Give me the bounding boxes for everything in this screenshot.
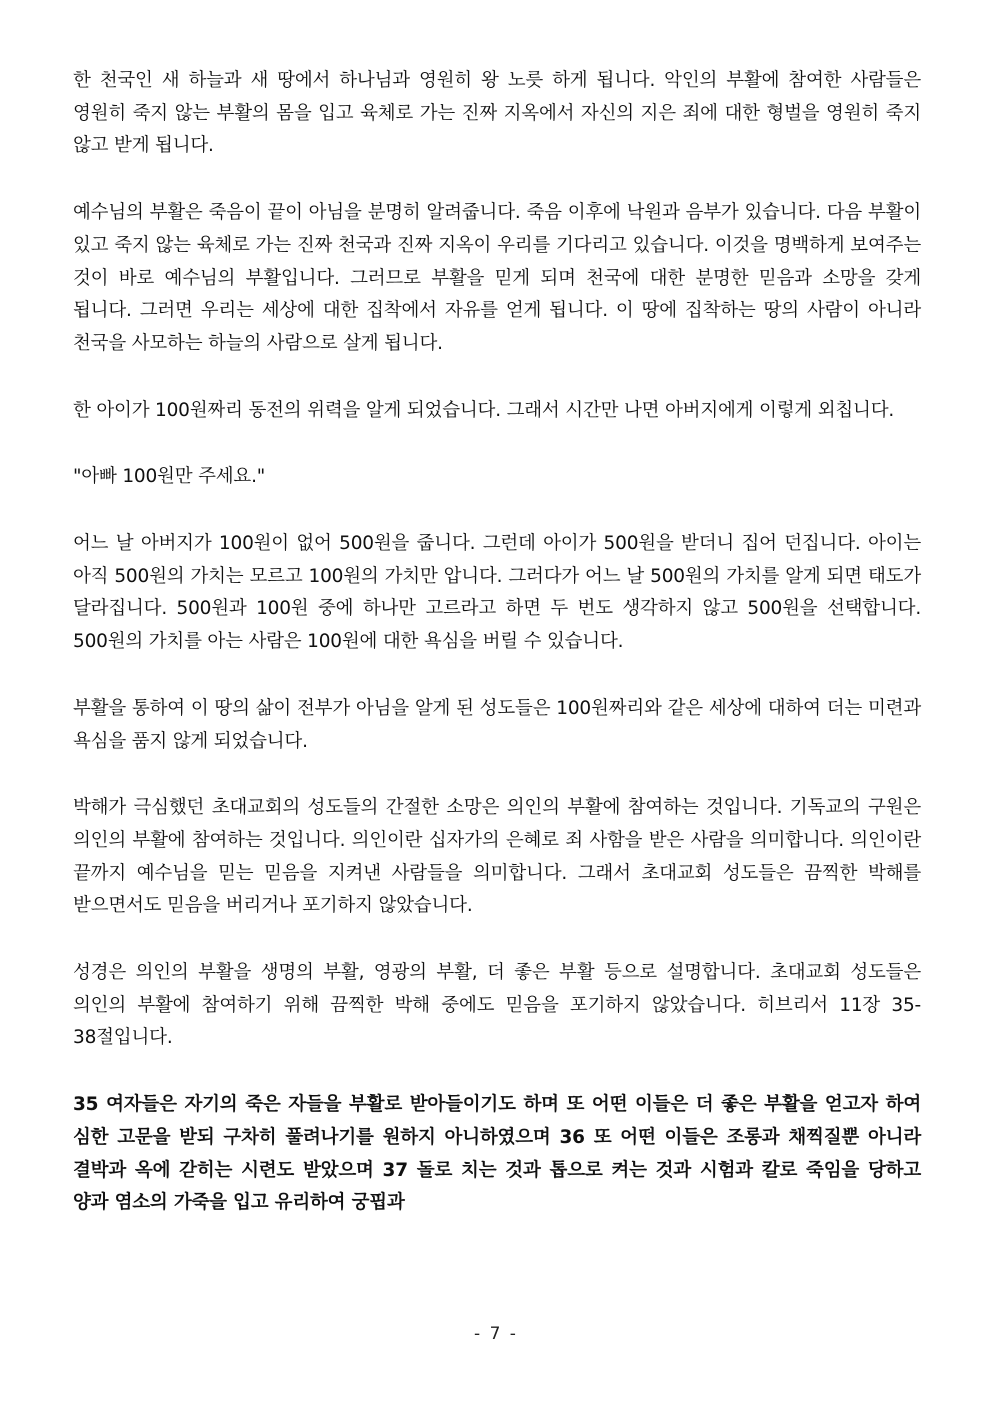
scripture-quote: 35 여자들은 자기의 죽은 자들을 부활로 받아들이기도 하며 또 어떤 이들은 더 좋은 부활을 얻고자 하여 심한 고문을 받되 구차히 풀려나기를 원하지 아니하였으며 36 또 어떤 이들은 조롱과 채찍질뿐 아니라 결박과 옥에 갇히는 시련도 받았으며 37 돌로 치는 것과 톱으로 켜는 것과 시험과 칼로 죽임을 당하고 양과 염소의 가죽을 입고 유리하여 궁핍과	[73, 1094, 921, 1214]
paragraph-7: 박해가 극심했던 초대교회의 성도들의 간절한 소망은 의인의 부활에 참여하는 것입니다. 기독교의 구원은 의인의 부활에 참여하는 것입니다. 의인이란 십자가의 은혜로 죄 사함을 받은 사람을 의미합니다. 의인이란 끝까지 예수님을 믿는 믿음을 지켜낸 사람들을 의미합니다. 그래서 초대교회 성도들은 끔찍한 박해를 받으면서도 믿음을 버리거나 포기하지 않았습니다.	[73, 797, 921, 917]
paragraph-3: 한 아이가 100원짜리 동전의 위력을 알게 되었습니다. 그래서 시간만 나면 아버지에게 이렇게 외칩니다.	[73, 399, 895, 421]
paragraph-4: "아빠 100원만 주세요."	[73, 466, 266, 488]
paragraph-8: 성경은 의인의 부활을 생명의 부활, 영광의 부활, 더 좋은 부활 등으로 설명합니다. 초대교회 성도들은 의인의 부활에 참여하기 위해 끔찍한 박해 중에도 믿음을 포기하지 않았습니다. 히브리서 11장 35-38절입니다.	[73, 962, 921, 1049]
paragraph-1: 한 천국인 새 하늘과 새 땅에서 하나님과 영원히 왕 노릇 하게 됩니다. 악인의 부활에 참여한 사람들은 영원히 죽지 않는 부활의 몸을 입고 육체로 가는 진짜 지옥에서 자신의 지은 죄에 대한 형벌을 영원히 죽지 않고 받게 됩니다.	[73, 70, 921, 157]
page-body	[73, 65, 921, 1254]
paragraph-2: 예수님의 부활은 죽음이 끝이 아님을 분명히 알려줍니다. 죽음 이후에 낙원과 음부가 있습니다. 다음 부활이 있고 죽지 않는 육체로 가는 진짜 천국과 진짜 지옥이 우리를 기다리고 있습니다. 이것을 명백하게 보여주는 것이 바로 예수님의 부활입니다. 그러므로 부활을 믿게 되며 천국에 대한 분명한 믿음과 소망을 갖게 됩니다. 그러면 우리는 세상에 대한 집착에서 자유를 얻게 됩니다. 이 땅에 집착하는 땅의 사람이 아니라 천국을 사모하는 하늘의 사람으로 살게 됩니다.	[73, 202, 921, 354]
paragraph-5: 어느 날 아버지가 100원이 없어 500원을 줍니다. 그런데 아이가 500원을 받더니 집어 던집니다. 아이는 아직 500원의 가치는 모르고 100원의 가치만 압니다. 그러다가 어느 날 500원의 가치를 알게 되면 태도가 달라집니다. 500원과 100원 중에 하나만 고르라고 하면 두 번도 생각하지 않고 500원을 선택합니다. 500원의 가치를 아는 사람은 100원에 대한 욕심을 버릴 수 있습니다.	[73, 533, 921, 653]
page-number: - 7 -	[474, 1324, 518, 1344]
paragraph-6: 부활을 통하여 이 땅의 삶이 전부가 아님을 알게 된 성도들은 100원짜리와 같은 세상에 대하여 더는 미련과 욕심을 품지 않게 되었습니다.	[73, 697, 921, 752]
